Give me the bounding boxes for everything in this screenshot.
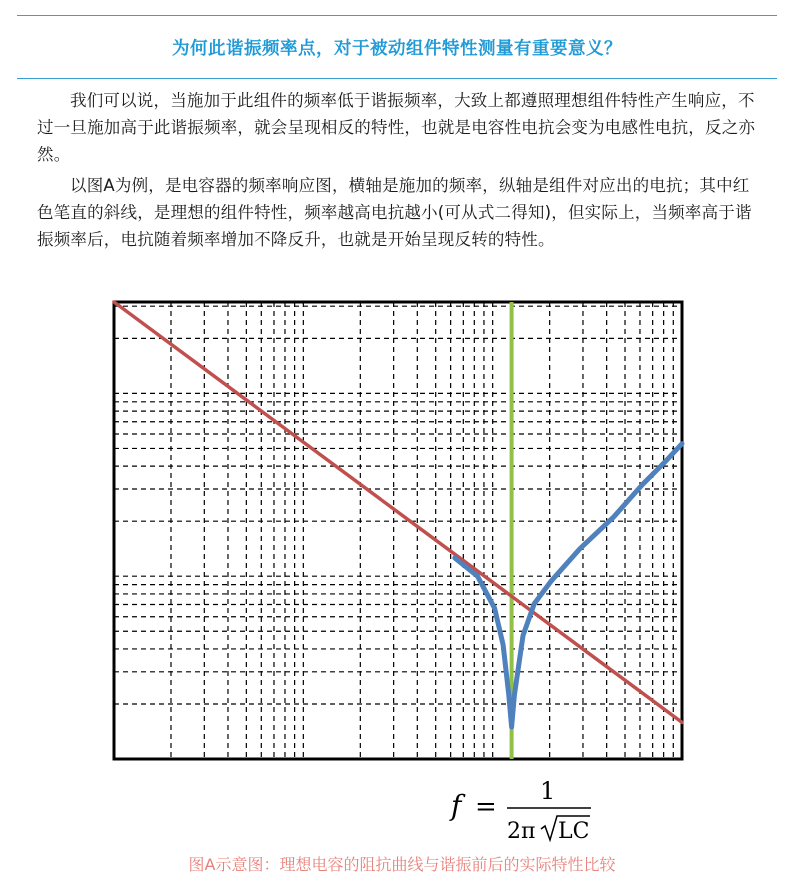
formula-radicand: LC — [558, 819, 590, 844]
paragraph-2: 以图A为例，是电容器的频率响应图，横轴是施加的频率，纵轴是组件对应出的电抗；其中红色笔直的斜线，是理想的组件特性，频率越高电抗越小(可从式二得知)，但实际上，当频率高于谐振频率后，电抗随着频率增加不降反升，也就是开始呈现反转的特性。 — [37, 176, 752, 249]
ideal-series-line — [114, 302, 682, 722]
resonance-formula — [445, 771, 615, 846]
frequency-response-chart — [110, 298, 690, 768]
formula-denominator-prefix: 2π — [507, 819, 536, 844]
article-title: 为何此谐振频率点，对于被动组件特性测量有重要意义？ — [172, 39, 622, 59]
formula-numerator: 1 — [540, 777, 556, 805]
actual-series-line — [455, 444, 682, 727]
figure-caption: 图A示意图：理想电容的阻抗曲线与谐振前后的实际特性比较 — [188, 855, 616, 874]
top-rule — [17, 15, 777, 16]
formula-lhs: f — [451, 789, 462, 822]
formula-equals: = — [475, 792, 497, 822]
paragraph-1: 我们可以说，当施加于此组件的频率低于谐振频率，大致上都遵照理想组件特性产生响应，不过一旦施加高于此谐振频率，就会呈现相反的特性，也就是电容性电抗会变为电感性电抗，反之亦然。 — [37, 91, 756, 164]
chart-series — [114, 302, 682, 759]
title-underline — [17, 78, 777, 79]
